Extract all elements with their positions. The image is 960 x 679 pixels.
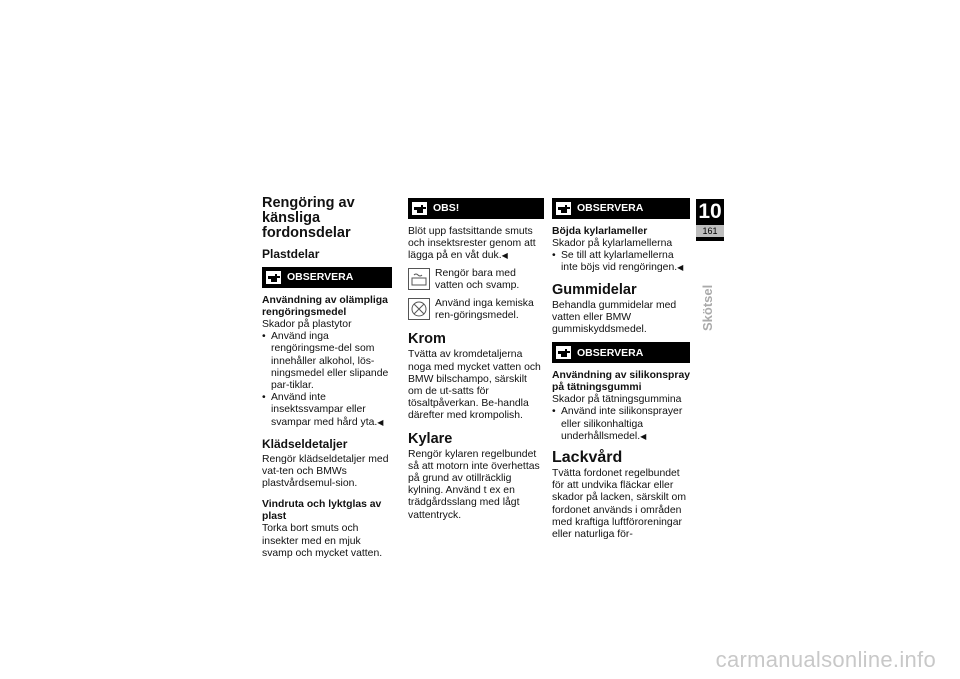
chapter-label: Skötsel [700, 284, 715, 331]
chapter-tab [696, 199, 724, 241]
heading-silikon: Användning av silikonspray på tätningsgummi [552, 370, 691, 394]
warning-label: OBSERVERA [287, 271, 354, 284]
note-text: Rengör bara med vatten och svamp. [435, 267, 520, 291]
list-item: • Se till att kylarlamellerna inte böjs vid rengöringen.◀ [552, 250, 690, 274]
text-gummidelar: Behandla gummidelar med vatten eller BMW gummiskyddsmedel. [552, 299, 677, 336]
heading-lackvard: Lackvård [552, 449, 623, 467]
end-mark-icon: ◀ [640, 431, 647, 441]
bullet-list [262, 331, 392, 429]
hand-pointing-icon [412, 202, 427, 215]
hand-pointing-icon [266, 271, 281, 284]
end-mark-icon: ◀ [377, 417, 384, 427]
note-text: Använd inga kemiska ren-göringsmedel. [435, 298, 534, 322]
heading-krom: Krom [408, 331, 446, 348]
text-bojda: Skador på kylarlamellerna [552, 238, 673, 249]
chapter-number: 10 [698, 200, 722, 223]
heading-bojda: Böjda kylarlameller [552, 226, 648, 237]
obs-label: OBS! [433, 202, 460, 215]
text-kladsel: Rengör klädseldetaljer med vat-ten och BMWs plastvårdsemul-sion. [262, 453, 389, 490]
sponge-water-icon [408, 268, 430, 290]
obs-bar [408, 198, 544, 219]
text-plastytor: Skador på plastytor [262, 319, 352, 330]
hand-pointing-icon [556, 202, 571, 215]
hand-pointing-icon [556, 346, 571, 359]
end-mark-icon: ◀ [677, 263, 684, 273]
heading-olampliga: Användning av olämpliga rengöringsmedel [262, 295, 388, 318]
column-3 [552, 196, 690, 541]
warning-bar [552, 342, 690, 363]
text-vindruta: Torka bort smuts och insekter med en mjuk svamp och mycket vatten. [262, 523, 383, 559]
text-kylare: Rengör kylaren regelbundet så att motorn inte överhettas på grund av otillräcklig kylning. Använd t ex en trädgårdsslang med lågt vattentryck. [408, 448, 540, 521]
subheading-plastdelar: Plastdelar [262, 247, 320, 261]
text-lackvard: Tvätta fordonet regelbundet för att undvika fläckar eller skador på lacken, särskilt om fordonet används i områden med kraftiga luftföroreningar eller naturliga för- [552, 468, 686, 541]
warning-bar [552, 198, 690, 219]
subheading-kladsel: Klädseldetaljer [262, 436, 348, 451]
heading-vindruta: Vindruta och lyktglas av plast [262, 499, 382, 523]
warning-label: OBSERVERA [577, 346, 644, 359]
bullet-list [552, 406, 690, 443]
column-2 [408, 196, 544, 522]
end-mark-icon: ◀ [501, 251, 508, 261]
warning-label: OBSERVERA [577, 202, 644, 215]
text-krom: Tvätta av kromdetaljerna noga med mycket vatten och BMW bilschampo, särskilt om de ut-satts för tösaltpåverkan. Be-handla därefter med krompolish. [408, 349, 541, 422]
text-silikon: Skador på tätningsgummina [552, 394, 682, 406]
heading-gummidelar: Gummidelar [552, 281, 637, 298]
note-chemicals [408, 298, 544, 322]
page-number: 161 [696, 225, 724, 237]
column-1 [262, 196, 392, 560]
list-item: • Använd inga rengöringsme-del som innehåller alkohol, lös-ningsmedel eller slipande par-tiklar. [262, 331, 392, 392]
heading-kylare: Kylare [408, 430, 453, 447]
warning-bar [262, 267, 392, 288]
no-chemicals-icon [408, 298, 430, 320]
watermark: carmanualsonline.info [715, 647, 936, 672]
list-item: • Använd inte silikonsprayer eller silikonhaltiga underhållsmedel.◀ [552, 406, 690, 443]
section-title: Rengöring av känsliga fordonsdelar [262, 195, 355, 241]
text-obs: Blöt upp fastsittande smuts och insektsrester genom att lägga på en våt duk.◀ [408, 226, 536, 262]
bullet-list [552, 250, 690, 274]
list-item: • Använd inte insektssvampar eller svampar med hård yta.◀ [262, 392, 392, 429]
note-sponge [408, 268, 544, 292]
